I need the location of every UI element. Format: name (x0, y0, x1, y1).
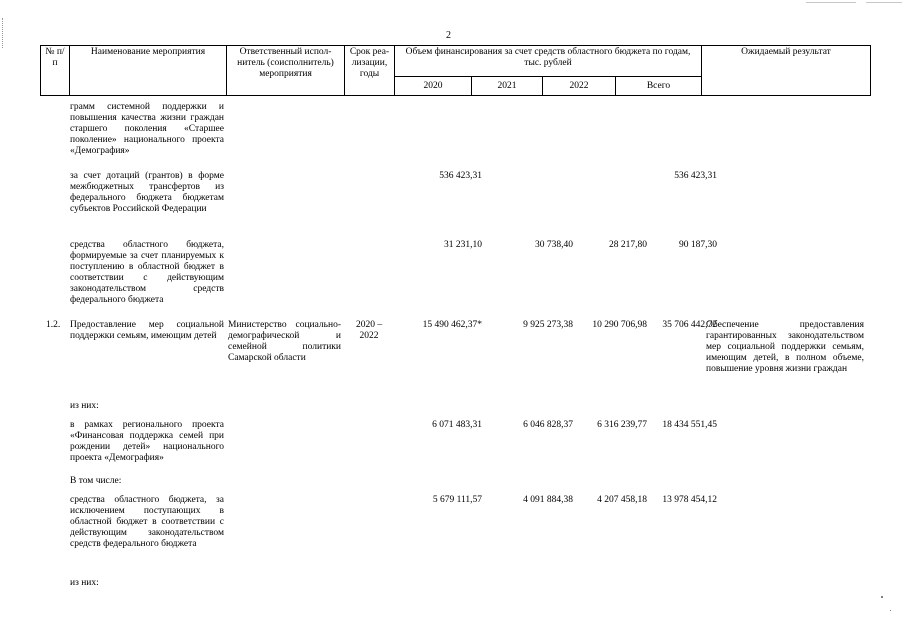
header-num: № п/п (41, 46, 70, 96)
table-body (40, 100, 870, 640)
row-1-2-total: 35 706 442,72 (662, 320, 717, 330)
row-1-2-term: 2020 – 2022 (355, 320, 383, 341)
row-regional-budget-2020: 5 679 111,57 (432, 495, 482, 505)
table-header (40, 45, 871, 96)
margin-marks (2, 18, 4, 48)
corner-mark (866, 2, 902, 3)
row-1-2-responsible: Министерство социально-демографической и семейной политики Самарской области (228, 320, 341, 363)
row-regional-project-2020: 6 071 483,31 (432, 420, 482, 430)
row-regional-budget-2021: 4 091 884,38 (523, 495, 573, 505)
header-2020: 2020 (395, 77, 472, 96)
row-regional-budget-name: средства областного бюджета, за исключением поступающих в областной бюджет в соответствии с действующим законодательством средств федерального бюджета (70, 495, 224, 549)
row-of-them-2: из них: (70, 578, 99, 588)
row-regional-project-2021: 6 046 828,37 (523, 420, 573, 430)
row-regional-funds-name: средства областного бюджета, формируемые за счет планируемых к поступлению в областной бюджет в соответствии с действующим законодательством средств федерального бюджета (70, 240, 224, 305)
row-regional-funds-2021: 30 738,40 (535, 240, 573, 250)
header-responsible: Ответственный испол-нитель (соисполнитель) мероприятия (227, 46, 345, 96)
row-regional-funds-2022: 28 217,80 (609, 240, 647, 250)
row-1-2-name: Предоставление мер социальной поддержки семьям, имеющим детей (70, 320, 224, 341)
header-funding: Объем финансирования за счет средств областного бюджета по годам, тыс. рублей (395, 46, 702, 77)
row-program-name: грамм системной поддержки и повышения качества жизни граждан старшего поколения «Старшее поколение» национального проекта «Демография» (70, 102, 224, 156)
row-regional-project-total: 18 434 551,45 (662, 420, 717, 430)
row-grants-name: за счет дотаций (грантов) в форме межбюджетных трансфертов из федерального бюджета бюджетам субъектов Российской Федерации (70, 171, 224, 214)
row-regional-funds-2020: 31 231,10 (444, 240, 482, 250)
row-grants-2020: 536 423,31 (439, 171, 482, 181)
row-regional-budget-2022: 4 207 458,18 (597, 495, 647, 505)
scan-speck (881, 596, 883, 598)
row-1-2-number: 1.2. (46, 320, 61, 330)
row-grants-total: 536 423,31 (674, 171, 717, 181)
header-total: Всего (616, 77, 702, 96)
header-name: Наименование мероприятия (70, 46, 227, 96)
row-1-2-result: Обеспечение предоставления гарантированных законодательством мер социальной поддержки семьям, имеющим детей, в полном объеме, повышение уровня жизни граждан (706, 320, 864, 374)
row-regional-project-name: в рамках регионального проекта «Финансовая поддержка семей при рождении детей» национального проекта «Демография» (70, 420, 224, 463)
header-result: Ожидаемый результат (702, 46, 871, 96)
row-1-2-2022: 10 290 706,98 (592, 320, 647, 330)
row-regional-budget-total: 13 978 454,12 (662, 495, 717, 505)
row-including: В том числе: (70, 476, 122, 486)
row-of-them-1: из них: (70, 401, 99, 411)
header-term: Срок реа-лизации, годы (345, 46, 395, 96)
row-1-2-2021: 9 925 273,38 (523, 320, 573, 330)
corner-mark (806, 2, 856, 3)
header-2022: 2022 (543, 77, 616, 96)
header-2021: 2021 (472, 77, 543, 96)
row-regional-project-2022: 6 316 239,77 (597, 420, 647, 430)
page-number: 2 (446, 30, 451, 41)
row-regional-funds-total: 90 187,30 (679, 240, 717, 250)
row-1-2-2020: 15 490 462,37* (422, 320, 482, 330)
scan-speck (890, 610, 891, 611)
